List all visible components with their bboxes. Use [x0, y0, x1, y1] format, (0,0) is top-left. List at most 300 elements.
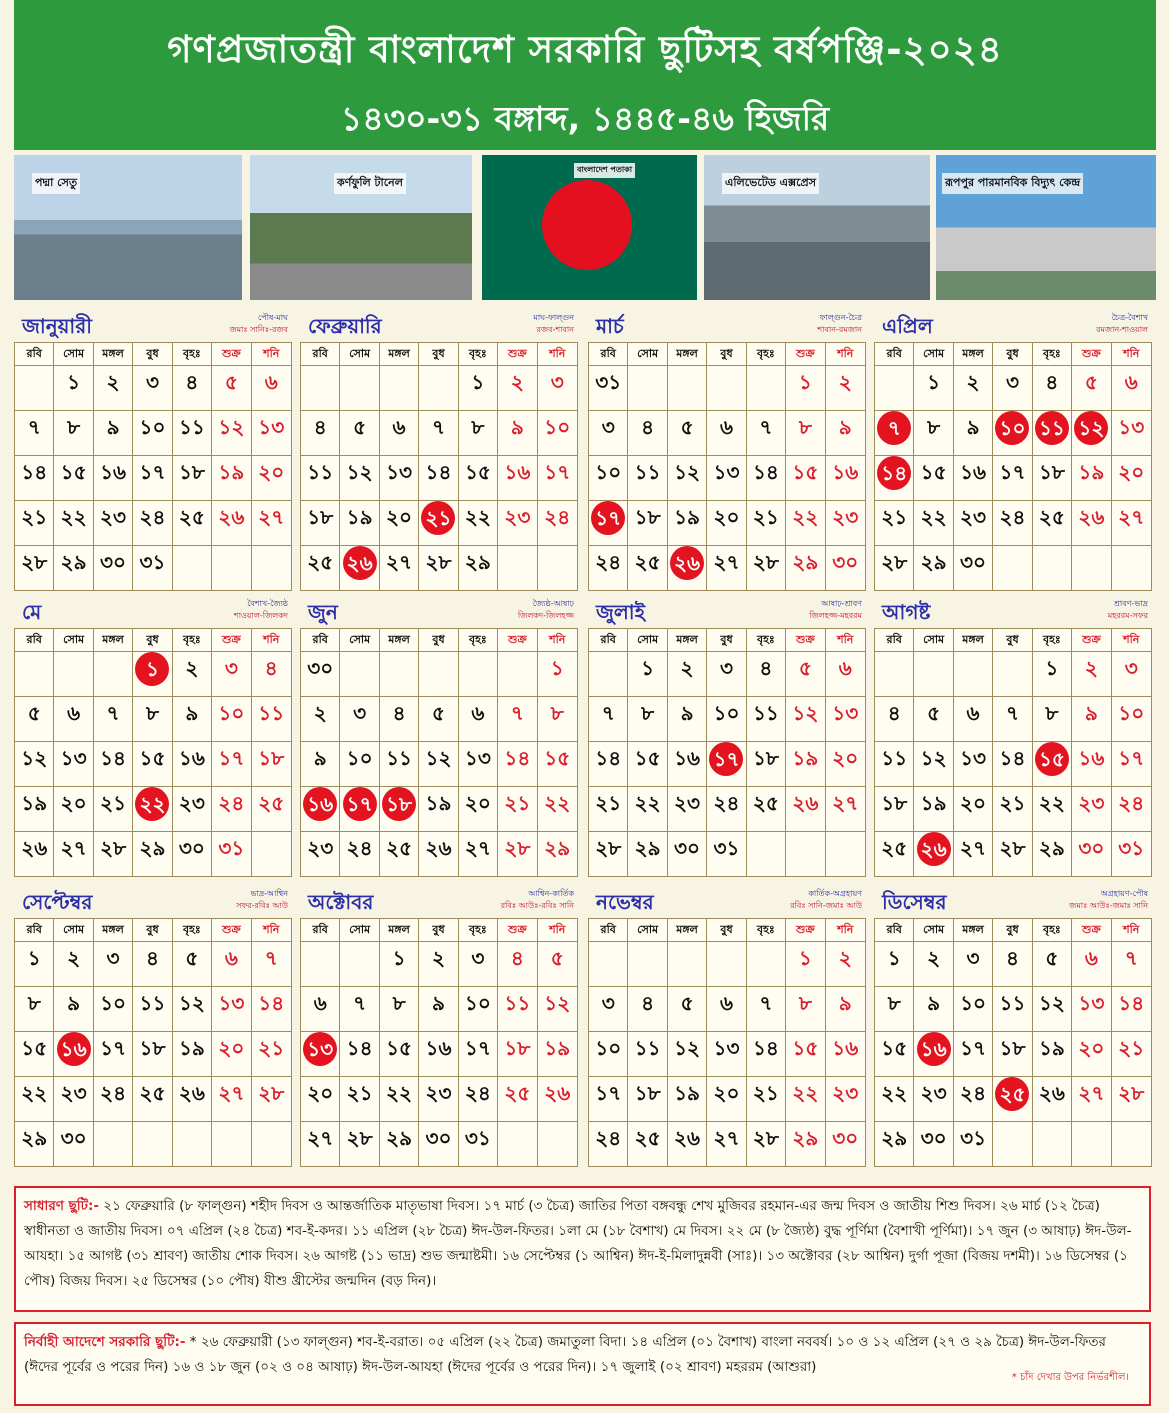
day-cell[interactable]: [1112, 942, 1151, 987]
day-cell[interactable]: [786, 742, 825, 787]
day-cell[interactable]: [94, 832, 133, 876]
day-cell[interactable]: [914, 501, 953, 546]
day-cell[interactable]: [54, 942, 93, 987]
day-cell[interactable]: [459, 546, 498, 590]
day-cell[interactable]: [993, 456, 1032, 501]
day-cell[interactable]: [914, 697, 953, 742]
day-cell[interactable]: [668, 742, 707, 787]
day-cell[interactable]: [212, 1077, 251, 1122]
day-cell[interactable]: [252, 501, 291, 546]
day-cell[interactable]: [993, 501, 1032, 546]
day-cell[interactable]: [15, 546, 54, 590]
day-cell[interactable]: [589, 456, 628, 501]
day-cell[interactable]: [498, 942, 537, 987]
day-cell[interactable]: [252, 366, 291, 411]
day-cell[interactable]: [668, 501, 707, 546]
day-cell[interactable]: [94, 697, 133, 742]
day-cell[interactable]: [419, 501, 458, 546]
day-cell[interactable]: [707, 987, 746, 1032]
day-cell[interactable]: [747, 1077, 786, 1122]
day-cell[interactable]: [786, 411, 825, 456]
day-cell[interactable]: [54, 456, 93, 501]
day-cell[interactable]: [589, 1122, 628, 1166]
day-cell[interactable]: [707, 411, 746, 456]
day-cell[interactable]: [993, 411, 1032, 456]
day-cell[interactable]: [54, 1077, 93, 1122]
day-cell[interactable]: [668, 456, 707, 501]
day-cell[interactable]: [668, 652, 707, 697]
day-cell[interactable]: [538, 1077, 577, 1122]
day-cell[interactable]: [419, 456, 458, 501]
day-cell[interactable]: [1112, 411, 1151, 456]
day-cell[interactable]: [340, 697, 379, 742]
day-cell[interactable]: [589, 832, 628, 876]
day-cell[interactable]: [419, 1077, 458, 1122]
day-cell[interactable]: [707, 456, 746, 501]
day-cell[interactable]: [498, 787, 537, 832]
day-cell[interactable]: [538, 942, 577, 987]
day-cell[interactable]: [1033, 697, 1072, 742]
day-cell[interactable]: [747, 411, 786, 456]
day-cell[interactable]: [1033, 987, 1072, 1032]
day-cell[interactable]: [707, 1032, 746, 1077]
day-cell[interactable]: [380, 1032, 419, 1077]
day-cell[interactable]: [914, 742, 953, 787]
day-cell[interactable]: [380, 832, 419, 876]
day-cell[interactable]: [54, 697, 93, 742]
day-cell[interactable]: [589, 366, 628, 411]
day-cell[interactable]: [498, 742, 537, 787]
day-cell[interactable]: [459, 1077, 498, 1122]
day-cell[interactable]: [15, 1077, 54, 1122]
day-cell[interactable]: [914, 411, 953, 456]
day-cell[interactable]: [173, 942, 212, 987]
day-cell[interactable]: [1033, 501, 1072, 546]
day-cell[interactable]: [1072, 501, 1111, 546]
day-cell[interactable]: [914, 1032, 953, 1077]
day-cell[interactable]: [914, 456, 953, 501]
day-cell[interactable]: [54, 501, 93, 546]
day-cell[interactable]: [301, 742, 340, 787]
day-cell[interactable]: [1033, 1032, 1072, 1077]
day-cell[interactable]: [668, 546, 707, 590]
day-cell[interactable]: [747, 1032, 786, 1077]
day-cell[interactable]: [212, 987, 251, 1032]
day-cell[interactable]: [747, 697, 786, 742]
day-cell[interactable]: [252, 411, 291, 456]
day-cell[interactable]: [133, 411, 172, 456]
day-cell[interactable]: [954, 411, 993, 456]
day-cell[interactable]: [589, 742, 628, 787]
day-cell[interactable]: [875, 697, 914, 742]
day-cell[interactable]: [133, 742, 172, 787]
day-cell[interactable]: [498, 411, 537, 456]
day-cell[interactable]: [54, 832, 93, 876]
day-cell[interactable]: [954, 742, 993, 787]
day-cell[interactable]: [668, 1032, 707, 1077]
day-cell[interactable]: [914, 1122, 953, 1166]
day-cell[interactable]: [538, 652, 577, 697]
day-cell[interactable]: [498, 366, 537, 411]
day-cell[interactable]: [212, 456, 251, 501]
day-cell[interactable]: [786, 546, 825, 590]
day-cell[interactable]: [826, 456, 865, 501]
day-cell[interactable]: [380, 456, 419, 501]
day-cell[interactable]: [826, 1122, 865, 1166]
day-cell[interactable]: [1033, 411, 1072, 456]
day-cell[interactable]: [212, 832, 251, 876]
day-cell[interactable]: [747, 456, 786, 501]
day-cell[interactable]: [954, 366, 993, 411]
day-cell[interactable]: [133, 787, 172, 832]
day-cell[interactable]: [15, 787, 54, 832]
day-cell[interactable]: [419, 787, 458, 832]
day-cell[interactable]: [340, 987, 379, 1032]
day-cell[interactable]: [1112, 832, 1151, 876]
day-cell[interactable]: [1072, 1077, 1111, 1122]
day-cell[interactable]: [747, 987, 786, 1032]
day-cell[interactable]: [1112, 456, 1151, 501]
day-cell[interactable]: [15, 411, 54, 456]
day-cell[interactable]: [419, 942, 458, 987]
day-cell[interactable]: [380, 1077, 419, 1122]
day-cell[interactable]: [747, 742, 786, 787]
day-cell[interactable]: [173, 742, 212, 787]
day-cell[interactable]: [786, 366, 825, 411]
day-cell[interactable]: [133, 456, 172, 501]
day-cell[interactable]: [707, 832, 746, 876]
day-cell[interactable]: [212, 742, 251, 787]
day-cell[interactable]: [459, 1032, 498, 1077]
day-cell[interactable]: [1072, 787, 1111, 832]
day-cell[interactable]: [301, 787, 340, 832]
day-cell[interactable]: [498, 697, 537, 742]
day-cell[interactable]: [94, 1077, 133, 1122]
day-cell[interactable]: [875, 987, 914, 1032]
day-cell[interactable]: [875, 411, 914, 456]
day-cell[interactable]: [914, 942, 953, 987]
day-cell[interactable]: [301, 652, 340, 697]
day-cell[interactable]: [133, 652, 172, 697]
day-cell[interactable]: [993, 987, 1032, 1032]
day-cell[interactable]: [252, 942, 291, 987]
day-cell[interactable]: [173, 501, 212, 546]
day-cell[interactable]: [419, 832, 458, 876]
day-cell[interactable]: [54, 1032, 93, 1077]
day-cell[interactable]: [786, 987, 825, 1032]
day-cell[interactable]: [538, 697, 577, 742]
day-cell[interactable]: [914, 787, 953, 832]
day-cell[interactable]: [589, 1032, 628, 1077]
day-cell[interactable]: [914, 1077, 953, 1122]
day-cell[interactable]: [212, 501, 251, 546]
day-cell[interactable]: [538, 366, 577, 411]
day-cell[interactable]: [875, 456, 914, 501]
day-cell[interactable]: [94, 456, 133, 501]
day-cell[interactable]: [914, 987, 953, 1032]
day-cell[interactable]: [94, 1032, 133, 1077]
day-cell[interactable]: [668, 832, 707, 876]
day-cell[interactable]: [380, 501, 419, 546]
day-cell[interactable]: [419, 1122, 458, 1166]
day-cell[interactable]: [419, 1032, 458, 1077]
day-cell[interactable]: [340, 546, 379, 590]
day-cell[interactable]: [94, 366, 133, 411]
day-cell[interactable]: [826, 546, 865, 590]
day-cell[interactable]: [1112, 501, 1151, 546]
day-cell[interactable]: [786, 1032, 825, 1077]
day-cell[interactable]: [993, 787, 1032, 832]
day-cell[interactable]: [826, 1077, 865, 1122]
day-cell[interactable]: [1033, 1077, 1072, 1122]
day-cell[interactable]: [538, 787, 577, 832]
day-cell[interactable]: [747, 546, 786, 590]
day-cell[interactable]: [173, 787, 212, 832]
day-cell[interactable]: [747, 787, 786, 832]
day-cell[interactable]: [875, 1077, 914, 1122]
day-cell[interactable]: [628, 697, 667, 742]
day-cell[interactable]: [54, 1122, 93, 1166]
day-cell[interactable]: [133, 697, 172, 742]
day-cell[interactable]: [826, 411, 865, 456]
day-cell[interactable]: [826, 942, 865, 987]
day-cell[interactable]: [94, 742, 133, 787]
day-cell[interactable]: [340, 456, 379, 501]
day-cell[interactable]: [707, 1077, 746, 1122]
day-cell[interactable]: [459, 456, 498, 501]
day-cell[interactable]: [628, 787, 667, 832]
day-cell[interactable]: [252, 697, 291, 742]
day-cell[interactable]: [668, 987, 707, 1032]
day-cell[interactable]: [133, 942, 172, 987]
day-cell[interactable]: [301, 456, 340, 501]
day-cell[interactable]: [875, 742, 914, 787]
day-cell[interactable]: [15, 456, 54, 501]
day-cell[interactable]: [668, 1122, 707, 1166]
day-cell[interactable]: [826, 987, 865, 1032]
day-cell[interactable]: [589, 411, 628, 456]
day-cell[interactable]: [914, 832, 953, 876]
day-cell[interactable]: [1072, 742, 1111, 787]
day-cell[interactable]: [54, 742, 93, 787]
day-cell[interactable]: [212, 1032, 251, 1077]
day-cell[interactable]: [252, 787, 291, 832]
day-cell[interactable]: [993, 942, 1032, 987]
day-cell[interactable]: [173, 987, 212, 1032]
day-cell[interactable]: [301, 697, 340, 742]
day-cell[interactable]: [826, 366, 865, 411]
day-cell[interactable]: [340, 832, 379, 876]
day-cell[interactable]: [498, 832, 537, 876]
day-cell[interactable]: [212, 652, 251, 697]
day-cell[interactable]: [54, 366, 93, 411]
day-cell[interactable]: [954, 546, 993, 590]
day-cell[interactable]: [419, 697, 458, 742]
day-cell[interactable]: [212, 787, 251, 832]
day-cell[interactable]: [459, 742, 498, 787]
day-cell[interactable]: [1072, 942, 1111, 987]
day-cell[interactable]: [707, 787, 746, 832]
day-cell[interactable]: [668, 787, 707, 832]
day-cell[interactable]: [459, 1122, 498, 1166]
day-cell[interactable]: [954, 697, 993, 742]
day-cell[interactable]: [15, 1122, 54, 1166]
day-cell[interactable]: [15, 987, 54, 1032]
day-cell[interactable]: [786, 1077, 825, 1122]
day-cell[interactable]: [94, 501, 133, 546]
day-cell[interactable]: [628, 1122, 667, 1166]
day-cell[interactable]: [459, 411, 498, 456]
day-cell[interactable]: [15, 742, 54, 787]
day-cell[interactable]: [1072, 456, 1111, 501]
day-cell[interactable]: [747, 652, 786, 697]
day-cell[interactable]: [1112, 652, 1151, 697]
day-cell[interactable]: [589, 501, 628, 546]
day-cell[interactable]: [628, 652, 667, 697]
day-cell[interactable]: [212, 411, 251, 456]
day-cell[interactable]: [498, 456, 537, 501]
day-cell[interactable]: [826, 742, 865, 787]
day-cell[interactable]: [459, 501, 498, 546]
day-cell[interactable]: [380, 546, 419, 590]
day-cell[interactable]: [54, 546, 93, 590]
day-cell[interactable]: [875, 1032, 914, 1077]
day-cell[interactable]: [212, 942, 251, 987]
day-cell[interactable]: [15, 942, 54, 987]
day-cell[interactable]: [707, 1122, 746, 1166]
day-cell[interactable]: [15, 1032, 54, 1077]
day-cell[interactable]: [826, 697, 865, 742]
day-cell[interactable]: [589, 697, 628, 742]
day-cell[interactable]: [628, 832, 667, 876]
day-cell[interactable]: [301, 411, 340, 456]
day-cell[interactable]: [133, 546, 172, 590]
day-cell[interactable]: [301, 1077, 340, 1122]
day-cell[interactable]: [707, 697, 746, 742]
day-cell[interactable]: [54, 787, 93, 832]
day-cell[interactable]: [1072, 652, 1111, 697]
day-cell[interactable]: [54, 987, 93, 1032]
day-cell[interactable]: [589, 546, 628, 590]
day-cell[interactable]: [589, 987, 628, 1032]
day-cell[interactable]: [1112, 1032, 1151, 1077]
day-cell[interactable]: [875, 832, 914, 876]
day-cell[interactable]: [380, 742, 419, 787]
day-cell[interactable]: [954, 501, 993, 546]
day-cell[interactable]: [301, 987, 340, 1032]
day-cell[interactable]: [380, 697, 419, 742]
day-cell[interactable]: [538, 1032, 577, 1077]
day-cell[interactable]: [133, 366, 172, 411]
day-cell[interactable]: [459, 366, 498, 411]
day-cell[interactable]: [538, 456, 577, 501]
day-cell[interactable]: [1112, 697, 1151, 742]
day-cell[interactable]: [173, 366, 212, 411]
day-cell[interactable]: [628, 987, 667, 1032]
day-cell[interactable]: [826, 1032, 865, 1077]
day-cell[interactable]: [1072, 366, 1111, 411]
day-cell[interactable]: [786, 501, 825, 546]
day-cell[interactable]: [1033, 942, 1072, 987]
day-cell[interactable]: [954, 832, 993, 876]
day-cell[interactable]: [133, 1077, 172, 1122]
day-cell[interactable]: [133, 832, 172, 876]
day-cell[interactable]: [914, 366, 953, 411]
day-cell[interactable]: [668, 1077, 707, 1122]
day-cell[interactable]: [875, 1122, 914, 1166]
day-cell[interactable]: [252, 652, 291, 697]
day-cell[interactable]: [94, 942, 133, 987]
day-cell[interactable]: [707, 501, 746, 546]
day-cell[interactable]: [419, 742, 458, 787]
day-cell[interactable]: [419, 987, 458, 1032]
day-cell[interactable]: [173, 832, 212, 876]
day-cell[interactable]: [340, 742, 379, 787]
day-cell[interactable]: [628, 456, 667, 501]
day-cell[interactable]: [1112, 987, 1151, 1032]
day-cell[interactable]: [133, 501, 172, 546]
day-cell[interactable]: [380, 787, 419, 832]
day-cell[interactable]: [954, 787, 993, 832]
day-cell[interactable]: [498, 1032, 537, 1077]
day-cell[interactable]: [875, 787, 914, 832]
day-cell[interactable]: [173, 411, 212, 456]
day-cell[interactable]: [301, 1122, 340, 1166]
day-cell[interactable]: [94, 987, 133, 1032]
day-cell[interactable]: [54, 411, 93, 456]
day-cell[interactable]: [954, 1122, 993, 1166]
day-cell[interactable]: [340, 1077, 379, 1122]
day-cell[interactable]: [1033, 787, 1072, 832]
day-cell[interactable]: [252, 1077, 291, 1122]
day-cell[interactable]: [301, 501, 340, 546]
day-cell[interactable]: [875, 501, 914, 546]
day-cell[interactable]: [993, 1032, 1032, 1077]
day-cell[interactable]: [340, 787, 379, 832]
day-cell[interactable]: [1033, 832, 1072, 876]
day-cell[interactable]: [954, 456, 993, 501]
day-cell[interactable]: [826, 787, 865, 832]
day-cell[interactable]: [380, 411, 419, 456]
day-cell[interactable]: [340, 411, 379, 456]
day-cell[interactable]: [173, 1032, 212, 1077]
day-cell[interactable]: [94, 787, 133, 832]
day-cell[interactable]: [538, 501, 577, 546]
day-cell[interactable]: [15, 832, 54, 876]
day-cell[interactable]: [1072, 987, 1111, 1032]
day-cell[interactable]: [993, 366, 1032, 411]
day-cell[interactable]: [94, 546, 133, 590]
day-cell[interactable]: [173, 652, 212, 697]
day-cell[interactable]: [707, 652, 746, 697]
day-cell[interactable]: [589, 1077, 628, 1122]
day-cell[interactable]: [747, 501, 786, 546]
day-cell[interactable]: [826, 652, 865, 697]
day-cell[interactable]: [380, 942, 419, 987]
day-cell[interactable]: [1112, 787, 1151, 832]
day-cell[interactable]: [419, 546, 458, 590]
day-cell[interactable]: [875, 942, 914, 987]
day-cell[interactable]: [15, 697, 54, 742]
day-cell[interactable]: [1112, 366, 1151, 411]
day-cell[interactable]: [1072, 411, 1111, 456]
day-cell[interactable]: [380, 987, 419, 1032]
day-cell[interactable]: [133, 1032, 172, 1077]
day-cell[interactable]: [954, 1077, 993, 1122]
day-cell[interactable]: [786, 1122, 825, 1166]
day-cell[interactable]: [212, 366, 251, 411]
day-cell[interactable]: [340, 501, 379, 546]
